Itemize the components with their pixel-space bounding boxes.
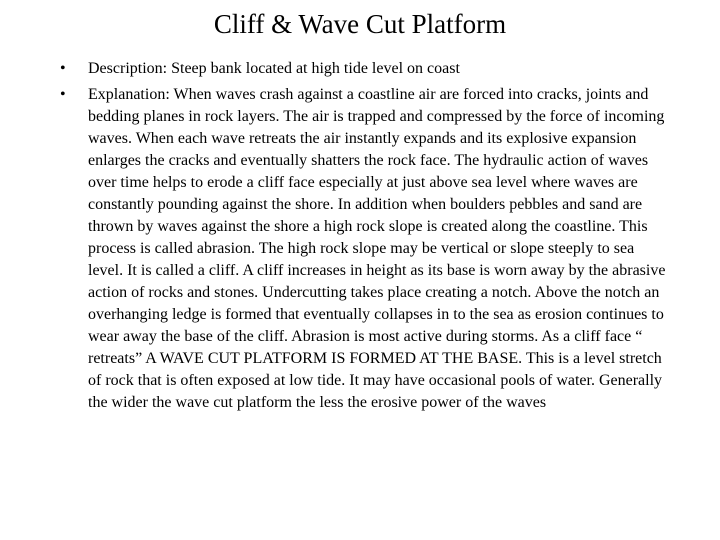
bullet-explanation (60, 84, 670, 414)
bullet-marker: • (60, 60, 66, 77)
bullet-text-description: Description: Steep bank located at high tide level on coast (88, 60, 460, 77)
slide-title: Cliff & Wave Cut Platform (213, 9, 507, 39)
bullet-list (60, 58, 670, 418)
bullet-text-explanation: Explanation: When waves crash against a coastline air are forced into cracks, joints and bedding planes in rock layers. The air is trapped and compressed by the force of incoming waves. When each wave retreats the air instantly expands and its explosive expansion enlarges the cracks and eventually shatters the rock face. The hydraulic action of waves over time helps to erode a cliff face especially at just above sea level where waves are constantly pounding against the shore. In addition when boulders pebbles and sand are thrown by waves against the shore a high rock slope is created along the coastline. This process is called abrasion. The high rock slope may be vertical or slope steeply to sea level. It is called a cliff. A cliff increases in height as its base is worn away by the abrasive action of rocks and stones. Undercutting takes place creating a notch. Above the notch an overhanging ledge is formed that eventually collapses in to the sea as erosion continues to wear away the base of the cliff. Abrasion is most active during storms. As a cliff face “ retreats” A WAVE CUT PLATFORM IS FORMED AT THE BASE. This is a level stretch of rock that is often exposed at low tide. It may have occasional pools of water. Generally the wider the wave cut platform the less the erosive power of the waves (88, 86, 666, 411)
bullet-description (60, 58, 670, 80)
bullet-marker: • (60, 86, 66, 103)
